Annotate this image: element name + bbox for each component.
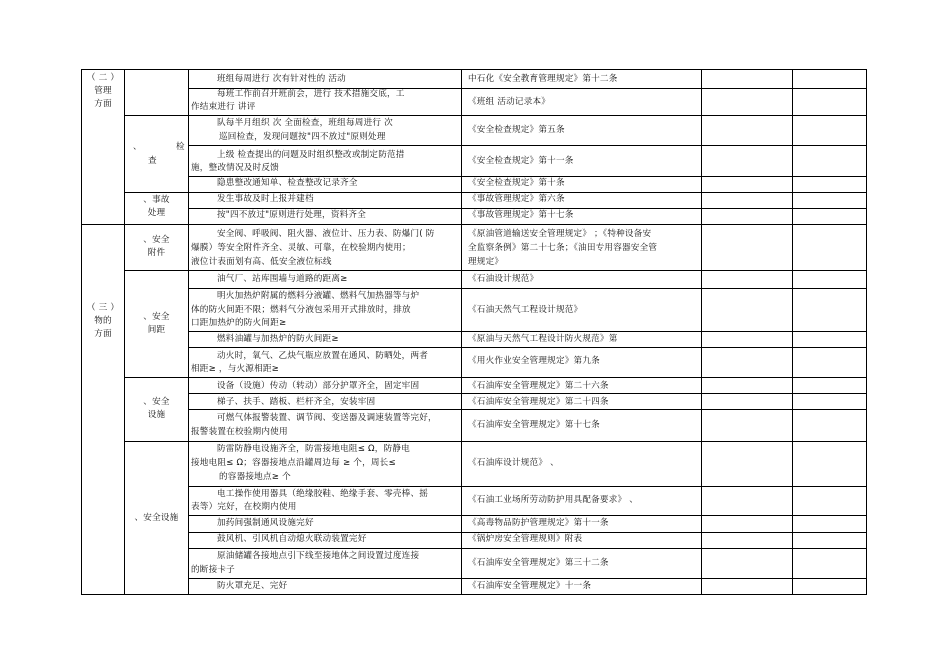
subcategory-accident: 、事故 处理: [143, 195, 170, 218]
row-divider: [124, 377, 866, 378]
row-divider: [188, 145, 866, 146]
row-divider: [188, 548, 866, 549]
subcategory-inspection-mark: 、: [133, 142, 142, 152]
subcategory-safety-facility: 、安全 设施: [143, 397, 170, 420]
subcategory-inspection-char2: 查: [148, 156, 157, 166]
row-divider: [188, 347, 866, 348]
inspection-table: （ 二 ） 管理 方面 （ 三 ） 物的 方面 、 检 查 、事故 处理 、安全 附件 、安全 间距 、安全 设施 、安全设施 班组每周进行 次有针对性的 活动 每班工作前召开班前会，进行 技术措施交底，工 作结束进行 讲评 队每半月组织 次 全面检查，班组每周进行 次 巡回检查，发现问题按"四不放过"原则处理 上级 检查提出的问题及时组织整改或制定防范措 施，整改情况及时反馈 隐患整改通知单、检查整改记录齐全 发生事故及时上报并建档 按"四不放过"原则进行处理，资料齐全 安全阀、呼吸阀、阻火器、液位计、压力表、防爆门( 防 爆膜）等安全附件齐全、灵敏、可靠，在校验期内使用； 液位计表面划有高、低安全液位标线 油气厂、站库围墙与道路的距离≥ 明火加热炉附属的燃料分液罐、燃料气加热器等与炉 体的防火间距不限；燃料气分液包采用开式排放时，排放 口距加热炉的防火间距≥ 燃料油罐与加热炉的防火间距≥ 动火时，氧气、乙炔气瓶应放置在通风、防晒处，两者 相距≥ ，与火源相距≥ 设备（设施）传动（转动）部分护罩齐全，固定牢固 梯子、扶手、踏板、栏杆齐全，安装牢固 可燃气体报警装置、调节阀、变送器及调速装置等完好， 报警装置在校验期内使用 防雷防静电设施齐全，防雷接地电阻≤ Ω，防静电 接地电阻≤ Ω；容器接地点沿罐周边每 ≥ 个，周长≤ 的容器接地点≥ 个 电工操作使用器具（绝缘胶鞋、绝缘手套、零壳棒、摇 表等）完好，在校期内使用 加药间强制通风设施完好 鼓风机、引风机自动熄火联动装置完好 原油储罐各接地点引下线至接地体之间设置过度连接 的断接卡子 防火罩充足、完好 中石化《安全教育管理规定》第十二条 《班组 活动记录本》 《安全检查规定》第五条 《安全检查规定》第十一条 《安全检查规定》第十条 《事故管理规定》第六条 《事故管理规定》第十七条 《原油管道输送安全管理规定》 ；《特种设备安 全监察条例》第二十七条；《油田专用容器安全管 理规定》 《石油设计规范》 《石油天然气工程设计规范》 《原油与天然气工程设计防火规范》第 《用火作业安全管理规定》第九条 《石油库安全管理规定》第二十六条 《石油库安全管理规定》第二十四条 《石油库安全管理规定》第十七条 《石油库设计规范》 、 《石油工业场所劳动防护用具配备要求》 、 《高毒物品防护管理规定》第十一条 《锅炉房安全管理规则》附表 《石油库安全管理规定》第三十二条 《石油库安全管理规定》十一条: [0, 0, 950, 672]
row-divider: [124, 115, 866, 116]
subcategory-safety-facility-2: 、安全设施: [134, 513, 179, 523]
row-divider: [81, 224, 866, 225]
category-material: （ 三 ） 物的 方面: [86, 303, 120, 339]
row-divider: [188, 288, 866, 289]
row-divider: [188, 331, 866, 332]
table-border-right: [866, 69, 867, 594]
subcategory-safety-attachment: 、安全 附件: [143, 235, 170, 258]
row-divider: [188, 578, 866, 579]
row-divider: [188, 515, 866, 516]
subcategory-inspection-char1: 检: [176, 142, 185, 152]
row-divider: [188, 409, 866, 410]
category-management: （ 二 ） 管理 方面: [86, 73, 120, 109]
row-divider: [188, 393, 866, 394]
row-divider: [188, 486, 866, 487]
row-divider: [124, 270, 866, 271]
table-border-bottom: [81, 594, 867, 595]
row-divider: [124, 441, 866, 442]
subcategory-safety-distance: 、安全 间距: [143, 312, 170, 335]
table-border-top: [81, 69, 867, 70]
